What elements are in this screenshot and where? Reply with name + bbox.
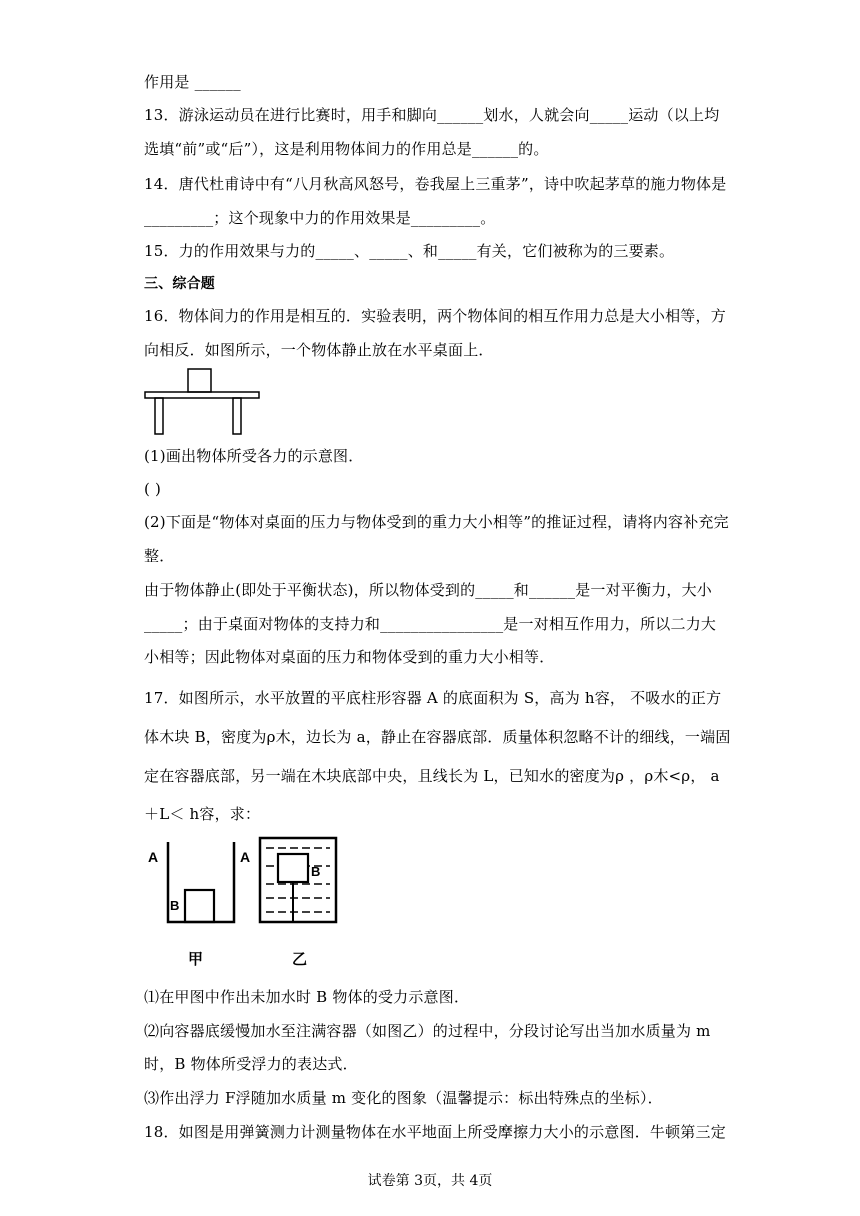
question-17-part-2-line-2: 时，B 物体所受浮力的表达式． xyxy=(144,1055,358,1073)
caption-jia: 甲 xyxy=(188,950,204,968)
question-16-part-2-line-4: _____；由于桌面对物体的支持力和________________是一对相互作用力，所以二力大 xyxy=(144,615,717,633)
container-a-label-right: A xyxy=(240,849,251,865)
container-jia xyxy=(148,842,234,968)
block-b-label: B xyxy=(170,898,180,913)
question-16-part-1: (1)画出物体所受各力的示意图． xyxy=(144,447,364,465)
section-heading: 三、综合题 xyxy=(144,276,215,292)
answer-placeholder: ( ) xyxy=(144,480,162,498)
question-17-part-2-line-1: ⑵向容器底缓慢加水至注满容器（如图乙）的过程中，分段讨论写出当加水质量为 m xyxy=(144,1022,711,1040)
question-15: 15．力的作用效果与力的_____、_____、和_____有关，它们被称为的三要素。 xyxy=(144,242,675,260)
question-17-part-1: ⑴在甲图中作出未加水时 B 物体的受力示意图． xyxy=(144,988,470,1006)
page-footer: 试卷第 3页，共 4页 xyxy=(367,1173,493,1189)
question-13-line-2: 选填“前”或“后”），这是利用物体间力的作用总是______的。 xyxy=(144,140,549,158)
caption-yi: 乙 xyxy=(292,950,308,968)
question-17-line-3: 定在容器底部，另一端在木块底部中央，且线长为 L，已知水的密度为ρ ，ρ木<ρ， a xyxy=(144,767,720,785)
container-yi xyxy=(240,838,336,968)
container-a-label: A xyxy=(148,849,159,865)
question-17-line-1: 17．如图所示，水平放置的平底柱形容器 A 的底面积为 S，高为 h容， 不吸水的正方 xyxy=(144,689,722,707)
question-16-part-2-line-2: 整． xyxy=(144,547,175,565)
question-13-line-1: 13．游泳运动员在进行比赛时，用手和脚向______划水，人就会向_____运动（以上均 xyxy=(144,106,720,124)
question-16-line-2: 向相反．如图所示，一个物体静止放在水平桌面上． xyxy=(144,341,494,359)
question-17-line-2: 体木块 B，密度为ρ木，边长为 a，静止在容器底部．质量体积忽略不计的细线，一端固 xyxy=(144,728,731,746)
question-14-line-1: 14．唐代杜甫诗中有“八月秋高风怒号，卷我屋上三重茅”，诗中吹起茅草的施力物体是 xyxy=(144,175,727,193)
question-18-line-1: 18．如图是用弹簧测力计测量物体在水平地面上所受摩擦力大小的示意图．牛顿第三定 xyxy=(144,1123,726,1141)
question-16-part-2-line-5: 小相等；因此物体对桌面的压力和物体受到的重力大小相等． xyxy=(144,648,555,666)
question-16-line-1: 16．物体间力的作用是相互的．实验表明，两个物体间的相互作用力总是大小相等，方 xyxy=(144,307,726,325)
table-figure xyxy=(144,368,260,436)
block-b-label-right: B xyxy=(311,864,321,879)
text-line: 作用是 ______ xyxy=(144,73,241,91)
question-17-part-3: ⑶作出浮力 F浮随加水质量 m 变化的图象（温馨提示：标出特殊点的坐标）． xyxy=(144,1089,663,1107)
question-14-line-2: _________；这个现象中力的作用效果是_________。 xyxy=(144,209,496,227)
question-16-part-2-line-1: (2)下面是“物体对桌面的压力与物体受到的重力大小相等”的推证过程，请将内容补充完 xyxy=(144,513,729,531)
container-figures xyxy=(140,836,340,971)
question-16-part-2-line-3: 由于物体静止(即处于平衡状态)，所以物体受到的_____和______是一对平衡力，大小 xyxy=(144,581,713,599)
question-17-line-4: ＋L＜ h容，求： xyxy=(144,805,261,823)
